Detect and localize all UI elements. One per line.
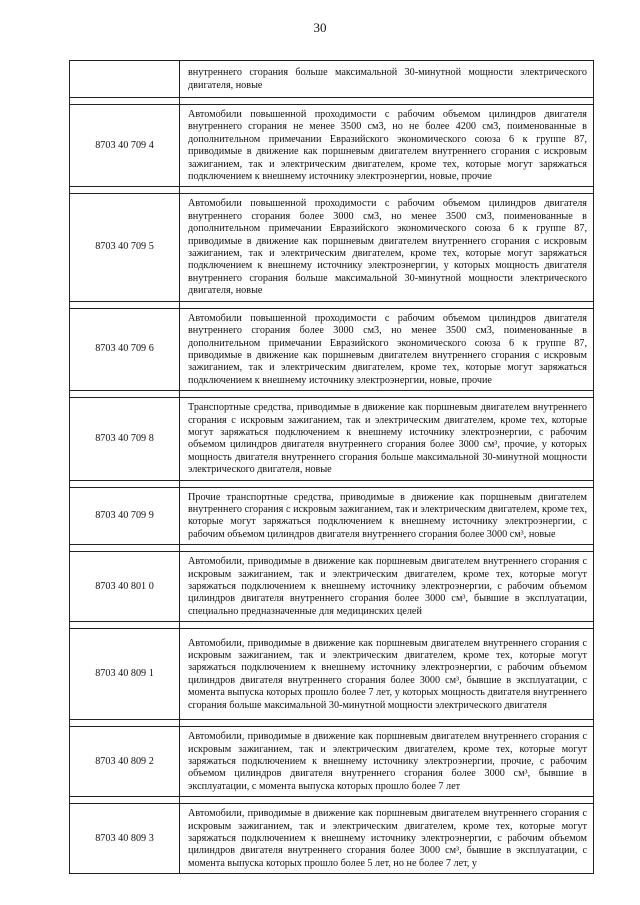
goods-description bbox=[180, 727, 594, 797]
goods-description-text: Автомобили, приводимые в движение как поршневым двигателем внутреннего сгорания с искровым зажиганием, так и электрическим двигателем, кроме тех, которые могут заряжаться подключением к внешнему источнику электроэнергии, с рабочим объемом цилиндров двигателя внутреннего сгорания более 3000 см³, бывшие в эксплуатации, с момента выпуска которых прошло более 5 лет, но не более 7 лет, у bbox=[188, 808, 587, 869]
goods-description-text: Прочие транспортные средства, приводимые в движение как поршневым двигателем внутреннего сгорания с искровым зажиганием, так и электрическим двигателем, кроме тех, которые могут заряжаться подключением к внешнему источнику электроэнергии, с рабочим объемом цилиндров двигателя внутреннего сгорания более 3000 см³, новые bbox=[188, 491, 587, 540]
row-separator bbox=[70, 187, 594, 194]
goods-description-text: Автомобили, приводимые в движение как поршневым двигателем внутреннего сгорания с искровым зажиганием, так и электрическим двигателем, кроме тех, которые могут заряжаться подключением к внешнему источнику электроэнергии, с рабочим объемом цилиндров двигателя внутреннего сгорания более 3000 см³, бывшие в эксплуатации, с момента выпуска которых прошло более 7 лет, у которых мощность двигателя внутреннего сгорания больше максимальной 30-минутной мощности электрического двигателя bbox=[188, 637, 587, 711]
goods-description-text: внутреннего сгорания больше максимальной 30-минутной мощности электрического двигателя, новые bbox=[188, 67, 587, 91]
tariff-code-table bbox=[69, 60, 594, 874]
goods-description-text: Автомобили повышенной проходимости с рабочим объемом цилиндров двигателя внутреннего сгорания более 3000 см3, но менее 3500 см3, поименованные в дополнительном примечании Евразийского экономического союза 6 к группе 87, приводимые в движение как поршневым двигателем внутреннего сгорания с искровым зажиганием, так и электрическим двигателем, кроме тех, которые могут заряжаться подключением к внешнему источнику электроэнергии, новые, прочие bbox=[188, 312, 587, 386]
goods-description-text: Транспортные средства, приводимые в движение как поршневым двигателем внутреннего сгорания с искровым зажиганием, так и электрическим двигателем, кроме тех, которые могут заряжаться подключением к внешнему источнику электроэнергии, с рабочим объемом цилиндров двигателя внутреннего сгорания более 3000 см³, прочие, у которых мощность двигателя внутреннего сгорания больше максимальной 30-минутной мощности электрического двигателя, новые bbox=[188, 402, 587, 476]
row-separator bbox=[70, 480, 594, 487]
goods-description-text: Автомобили повышенной проходимости с рабочим объемом цилиндров двигателя внутреннего сгорания не менее 3500 см3, но не более 4200 см3, поименованные в дополнительном примечании Евразийского экономического союза 6 к группе 87, приводимые в движение как поршневым двигателем внутреннего сгорания с искровым зажиганием, так и электрическим двигателем, кроме тех, которые могут заряжаться подключением к внешнему источнику электроэнергии, новые, прочие bbox=[188, 109, 587, 183]
goods-description-text: Автомобили, приводимые в движение как поршневым двигателем внутреннего сгорания с искровым зажиганием, так и электрическим двигателем, кроме тех, которые могут заряжаться подключением к внешнему источнику электроэнергии, с рабочим объемом цилиндров двигателя внутреннего сгорания более 3000 см³, бывшие в эксплуатации, специально предназначенные для медицинских целей bbox=[188, 556, 587, 617]
table-row bbox=[70, 727, 594, 797]
tnved-code: 8703 40 709 6 bbox=[70, 308, 180, 390]
goods-description bbox=[180, 629, 594, 720]
tnved-code: 8703 40 709 5 bbox=[70, 194, 180, 301]
goods-description bbox=[180, 194, 594, 301]
table-row bbox=[70, 487, 594, 545]
table-row bbox=[70, 804, 594, 874]
tnved-code: 8703 40 809 3 bbox=[70, 804, 180, 874]
table-row bbox=[70, 629, 594, 720]
page-number: 30 bbox=[313, 20, 327, 35]
tnved-code: 8703 40 709 4 bbox=[70, 105, 180, 187]
tnved-code: 8703 40 709 9 bbox=[70, 487, 180, 545]
goods-description bbox=[180, 308, 594, 390]
tnved-code: 8703 40 801 0 bbox=[70, 552, 180, 622]
table-body bbox=[70, 61, 594, 874]
row-separator bbox=[70, 797, 594, 804]
goods-description bbox=[180, 105, 594, 187]
row-separator bbox=[70, 622, 594, 629]
table-row bbox=[70, 61, 594, 98]
row-separator bbox=[70, 720, 594, 727]
goods-description bbox=[180, 552, 594, 622]
tnved-code: 8703 40 809 1 bbox=[70, 629, 180, 720]
table-row bbox=[70, 308, 594, 390]
goods-description bbox=[180, 487, 594, 545]
goods-description-text: Автомобили, приводимые в движение как поршневым двигателем внутреннего сгорания с искровым зажиганием, так и электрическим двигателем, кроме тех, которые могут заряжаться подключением к внешнему источнику электроэнергии, прочие, с рабочим объемом цилиндров двигателя внутреннего сгорания более 3000 см³, бывшие в эксплуатации, с момента выпуска которых прошло более 7 лет bbox=[188, 731, 587, 792]
row-separator bbox=[70, 545, 594, 552]
tnved-code: 8703 40 809 2 bbox=[70, 727, 180, 797]
table-row bbox=[70, 552, 594, 622]
row-separator bbox=[70, 98, 594, 105]
row-separator bbox=[70, 301, 594, 308]
goods-description-text: Автомобили повышенной проходимости с рабочим объемом цилиндров двигателя внутреннего сгорания более 3000 см3, но менее 3500 см3, поименованные в дополнительном примечании Евразийского экономического союза 6 к группе 87, приводимые в движение как поршневым двигателем внутреннего сгорания с искровым зажиганием, так и электрическим двигателем, кроме тех, которые могут заряжаться подключением к внешнему источнику электроэнергии, у которых мощность двигателя внутреннего сгорания больше максимальной 30-минутной мощности электрического двигателя, новые bbox=[188, 198, 587, 297]
goods-description bbox=[180, 398, 594, 480]
tnved-code: 8703 40 709 8 bbox=[70, 398, 180, 480]
table-row bbox=[70, 398, 594, 480]
tnved-code bbox=[70, 61, 180, 98]
goods-description bbox=[180, 804, 594, 874]
goods-description bbox=[180, 61, 594, 98]
table-row bbox=[70, 194, 594, 301]
table-row bbox=[70, 105, 594, 187]
row-separator bbox=[70, 391, 594, 398]
